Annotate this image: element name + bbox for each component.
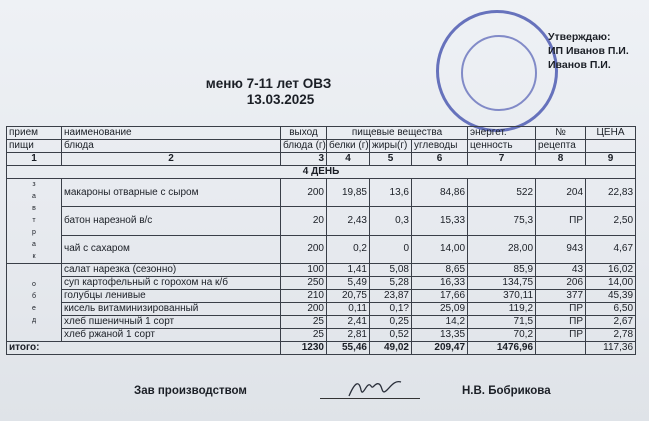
dish-output: 20 <box>281 207 327 235</box>
column-number: 5 <box>370 153 412 166</box>
approval-block <box>548 30 629 72</box>
dish-name: кисель витаминизированный <box>62 303 281 316</box>
lunch-section <box>7 264 636 342</box>
dish-price: 2,78 <box>586 329 636 342</box>
dish-name: чай с сахаром <box>62 235 281 263</box>
dish-recipe: ПР <box>536 207 586 235</box>
header-cell: прием <box>7 127 62 140</box>
dish-kcal: 370,11 <box>468 290 536 303</box>
dish-name: макароны отварные с сыром <box>62 179 281 207</box>
dish-kcal: 75,3 <box>468 207 536 235</box>
dish-price: 2,67 <box>586 316 636 329</box>
meal-label-letter: а <box>32 193 36 200</box>
dish-carbs: 17,66 <box>412 290 468 303</box>
dish-price: 2,50 <box>586 207 636 235</box>
meal-label-letter: б <box>31 292 36 300</box>
dish-protein: 2,41 <box>327 316 370 329</box>
table-row <box>7 264 636 277</box>
header-cell: наименование <box>62 127 281 140</box>
header-cell: блюда (г) <box>281 140 327 153</box>
dish-fat: 0,1? <box>370 303 412 316</box>
column-number: 7 <box>468 153 536 166</box>
dish-fat: 5,08 <box>370 264 412 277</box>
dish-carbs: 16,33 <box>412 277 468 290</box>
dish-protein: 1,41 <box>327 264 370 277</box>
footer-name: Н.В. Бобрикова <box>462 385 551 397</box>
table-row <box>7 329 636 342</box>
dish-name: суп картофельный с горохом на к/б <box>62 277 281 290</box>
meal-label-letter: з <box>32 181 36 188</box>
header-cell: рецепта <box>536 140 586 153</box>
dish-carbs: 15,33 <box>412 207 468 235</box>
total-fat: 49,02 <box>370 342 412 355</box>
dish-recipe: ПР <box>536 329 586 342</box>
dish-protein: 5,49 <box>327 277 370 290</box>
meal-label-letter: в <box>32 205 36 212</box>
header-row-2 <box>7 140 636 153</box>
total-recipe <box>536 342 586 355</box>
dish-kcal: 522 <box>468 179 536 207</box>
column-number: 4 <box>327 153 370 166</box>
dish-protein: 2,81 <box>327 329 370 342</box>
dish-carbs: 25,09 <box>412 303 468 316</box>
header-cell: блюда <box>62 140 281 153</box>
dish-carbs: 8,65 <box>412 264 468 277</box>
dish-kcal: 28,00 <box>468 235 536 263</box>
column-number-row <box>7 153 636 166</box>
meal-label-letter: к <box>32 253 36 260</box>
column-number: 3 <box>281 153 327 166</box>
dish-carbs: 13,35 <box>412 329 468 342</box>
day-label: 4 ДЕНЬ <box>7 166 636 179</box>
table-row <box>7 316 636 329</box>
header-cell: ценность <box>468 140 536 153</box>
menu-title: меню 7-11 лет ОВЗ <box>205 76 332 91</box>
dish-protein: 2,43 <box>327 207 370 235</box>
dish-recipe: 206 <box>536 277 586 290</box>
dish-price: 45,39 <box>586 290 636 303</box>
dish-fat: 5,28 <box>370 277 412 290</box>
column-number: 2 <box>62 153 281 166</box>
stamp-seal <box>436 10 558 132</box>
dish-recipe: 43 <box>536 264 586 277</box>
total-protein: 55,46 <box>327 342 370 355</box>
dish-protein: 0,2 <box>327 235 370 263</box>
header-cell: ЦЕНА <box>586 127 636 140</box>
dish-output: 100 <box>281 264 327 277</box>
dish-kcal: 119,2 <box>468 303 536 316</box>
dish-kcal: 71,5 <box>468 316 536 329</box>
header-cell: пищи <box>7 140 62 153</box>
total-out: 1230 <box>281 342 327 355</box>
dish-protein: 19,85 <box>327 179 370 207</box>
header-cell: пищевые вещества <box>327 127 468 140</box>
dish-kcal: 134,75 <box>468 277 536 290</box>
dish-fat: 23,87 <box>370 290 412 303</box>
dish-kcal: 85,9 <box>468 264 536 277</box>
header-cell: № <box>536 127 586 140</box>
dish-recipe: ПР <box>536 303 586 316</box>
header-cell: энергет. <box>468 127 536 140</box>
meal-label-letter: р <box>32 229 36 236</box>
menu-table <box>6 126 636 355</box>
total-kcal: 1476,96 <box>468 342 536 355</box>
dish-fat: 0 <box>370 235 412 263</box>
meal-label-letter: о <box>32 280 36 288</box>
dish-recipe: 943 <box>536 235 586 263</box>
header-row-1 <box>7 127 636 140</box>
dish-name: хлеб ржаной 1 сорт <box>62 329 281 342</box>
dish-fat: 0,3 <box>370 207 412 235</box>
dish-name: батон нарезной в/с <box>62 207 281 235</box>
dish-output: 250 <box>281 277 327 290</box>
dish-recipe: ПР <box>536 316 586 329</box>
dish-carbs: 84,86 <box>412 179 468 207</box>
dish-fat: 0,25 <box>370 316 412 329</box>
total-label: итого: <box>7 342 281 355</box>
header-cell: выход <box>281 127 327 140</box>
total-carbs: 209,47 <box>412 342 468 355</box>
meal-label-letter: е <box>32 304 36 312</box>
total-price: 117,36 <box>586 342 636 355</box>
dish-protein: 20,75 <box>327 290 370 303</box>
breakfast-section <box>7 179 636 264</box>
dish-price: 4,67 <box>586 235 636 263</box>
dish-carbs: 14,00 <box>412 235 468 263</box>
dish-output: 200 <box>281 303 327 316</box>
header-cell: углеводы <box>412 140 468 153</box>
total-row <box>7 342 636 355</box>
dish-output: 25 <box>281 329 327 342</box>
table-row <box>7 179 636 207</box>
lunch-meal-label <box>7 264 62 342</box>
table-row <box>7 235 636 263</box>
footer-position: Зав производством <box>134 385 247 397</box>
day-row <box>7 166 636 179</box>
dish-name: хлеб пшеничный 1 сорт <box>62 316 281 329</box>
breakfast-meal-label <box>7 179 62 264</box>
dish-name: салат нарезка (сезонно) <box>62 264 281 277</box>
dish-kcal: 70,2 <box>468 329 536 342</box>
dish-output: 200 <box>281 235 327 263</box>
table-row <box>7 207 636 235</box>
column-number: 8 <box>536 153 586 166</box>
dish-protein: 0,11 <box>327 303 370 316</box>
dish-output: 200 <box>281 179 327 207</box>
approval-line-1: ИП Иванов П.И. <box>548 45 629 57</box>
dish-recipe: 204 <box>536 179 586 207</box>
header-cell: белки (г) <box>327 140 370 153</box>
approval-heading: Утверждаю: <box>548 31 611 43</box>
dish-output: 210 <box>281 290 327 303</box>
column-number: 9 <box>586 153 636 166</box>
column-number: 1 <box>7 153 62 166</box>
meal-label-letter: т <box>32 217 36 224</box>
dish-carbs: 14,2 <box>412 316 468 329</box>
meal-label-letter: а <box>32 241 36 248</box>
dish-price: 16,02 <box>586 264 636 277</box>
meal-label-letter: д <box>31 316 37 324</box>
dish-name: голубцы ленивые <box>62 290 281 303</box>
table-row <box>7 290 636 303</box>
dish-price: 22,83 <box>586 179 636 207</box>
header-cell <box>586 140 636 153</box>
signature-line <box>320 398 420 399</box>
dish-price: 14,00 <box>586 277 636 290</box>
dish-recipe: 377 <box>536 290 586 303</box>
dish-price: 6,50 <box>586 303 636 316</box>
dish-fat: 0,52 <box>370 329 412 342</box>
table-row <box>7 277 636 290</box>
dish-output: 25 <box>281 316 327 329</box>
header-cell: жиры(г) <box>370 140 412 153</box>
menu-date: 13.03.2025 <box>246 92 315 107</box>
dish-fat: 13,6 <box>370 179 412 207</box>
approval-line-2: Иванов П.И. <box>548 59 611 71</box>
table-row <box>7 303 636 316</box>
column-number: 6 <box>412 153 468 166</box>
